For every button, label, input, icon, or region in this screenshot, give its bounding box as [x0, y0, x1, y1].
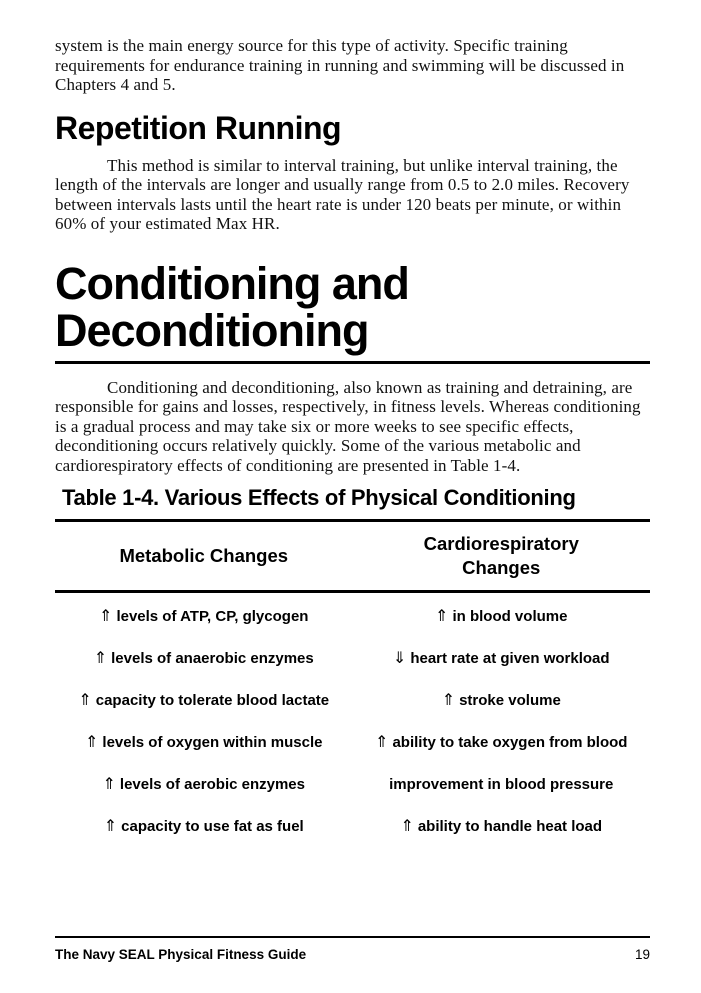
table-row: [55, 679, 650, 721]
table-cell-metabolic: [55, 637, 353, 679]
footer-rule: [55, 936, 650, 938]
increase-arrow-icon: ⇑: [103, 815, 118, 835]
table-cell-cardio: [353, 679, 651, 721]
increase-arrow-icon: ⇑: [99, 605, 113, 625]
table-header-row: [55, 522, 650, 593]
table-row: [55, 637, 650, 679]
increase-arrow-icon: ⇑: [435, 605, 449, 625]
footer-book-title: The Navy SEAL Physical Fitness Guide: [55, 947, 307, 962]
table-row: [55, 805, 650, 847]
decrease-arrow-icon: ⇓: [392, 647, 407, 667]
table-cell-cardio: [353, 721, 651, 763]
increase-arrow-icon: ⇑: [441, 689, 456, 709]
increase-arrow-icon: ⇑: [375, 731, 389, 751]
table-title: Table 1-4. Various Effects of Physical Conditioning: [62, 485, 576, 510]
repetition-paragraph: This method is similar to interval training, but unlike interval training, the length of the intervals are longer and usually range from 0.5 to 2.0 miles. Recovery between intervals lasts until the heart rate is under 120 beats per minute, or within 60% of your estimated Max HR.: [55, 155, 630, 233]
increase-arrow-icon: ⇑: [400, 815, 414, 835]
increase-arrow-icon: ⇑: [102, 773, 116, 793]
intro-paragraph: system is the main energy source for this type of activity. Specific training requirements for endurance training in running and swimming will be discussed in Chapters 4 and 5.: [55, 36, 625, 94]
table-cell-text: capacity to use fat as fuel: [121, 817, 304, 835]
table-body: [55, 593, 650, 847]
table-cell-text: capacity to tolerate blood lactate: [95, 691, 330, 709]
table-cell-metabolic: [55, 763, 353, 805]
increase-arrow-icon: ⇑: [85, 731, 99, 751]
table-cell-text: levels of ATP, CP, glycogen: [116, 607, 309, 625]
table-cell-text: levels of anaerobic enzymes: [111, 649, 314, 667]
conditioning-paragraph: Conditioning and deconditioning, also known as training and detraining, are responsible for gains and losses, respectively, in fitness levels. Whereas conditioning is a gradual process and may take six or more weeks to see specific effects, deconditioning occurs relatively quickly. Some of the various metabolic and cardiorespiratory effects of conditioning are presented in Table 1-4.: [55, 377, 641, 475]
table-cell-text: ability to take oxygen from blood: [392, 733, 628, 751]
table-cell-cardio: [353, 805, 651, 847]
table-cell-text: levels of aerobic enzymes: [119, 775, 305, 793]
table-cell-text: heart rate at given workload: [410, 649, 610, 667]
column-header-cardiorespiratory: Cardiorespiratory Changes: [423, 533, 579, 578]
heading-line-1: Conditioning and: [55, 257, 409, 309]
table-cell-text: improvement in blood pressure: [389, 775, 614, 793]
table-row: [55, 595, 650, 637]
table-cell-text: stroke volume: [459, 691, 561, 709]
column-header-metabolic: Metabolic Changes: [119, 545, 289, 566]
heading-repetition-running: Repetition Running: [55, 109, 342, 146]
page-footer: [55, 936, 650, 962]
table-cell-cardio: [353, 637, 651, 679]
heading-line-2: Deconditioning: [55, 304, 369, 356]
page-number: 19: [634, 947, 650, 962]
table-cell-metabolic: [55, 721, 353, 763]
table-cell-cardio: [353, 595, 651, 637]
table-cell-text: levels of oxygen within muscle: [102, 733, 323, 751]
section-divider-rule: [55, 361, 650, 364]
table-cell-cardio: [353, 763, 651, 805]
table-cell-metabolic: [55, 805, 353, 847]
increase-arrow-icon: ⇑: [78, 689, 92, 709]
table-cell-text: ability to handle heat load: [417, 817, 603, 835]
table-row: [55, 763, 650, 805]
table-cell-text: in blood volume: [452, 607, 568, 625]
conditioning-effects-table: [55, 519, 650, 847]
increase-arrow-icon: ⇑: [93, 647, 108, 667]
table-cell-metabolic: [55, 679, 353, 721]
table-cell-metabolic: [55, 595, 353, 637]
heading-conditioning-deconditioning: [55, 257, 650, 356]
table-row: [55, 721, 650, 763]
